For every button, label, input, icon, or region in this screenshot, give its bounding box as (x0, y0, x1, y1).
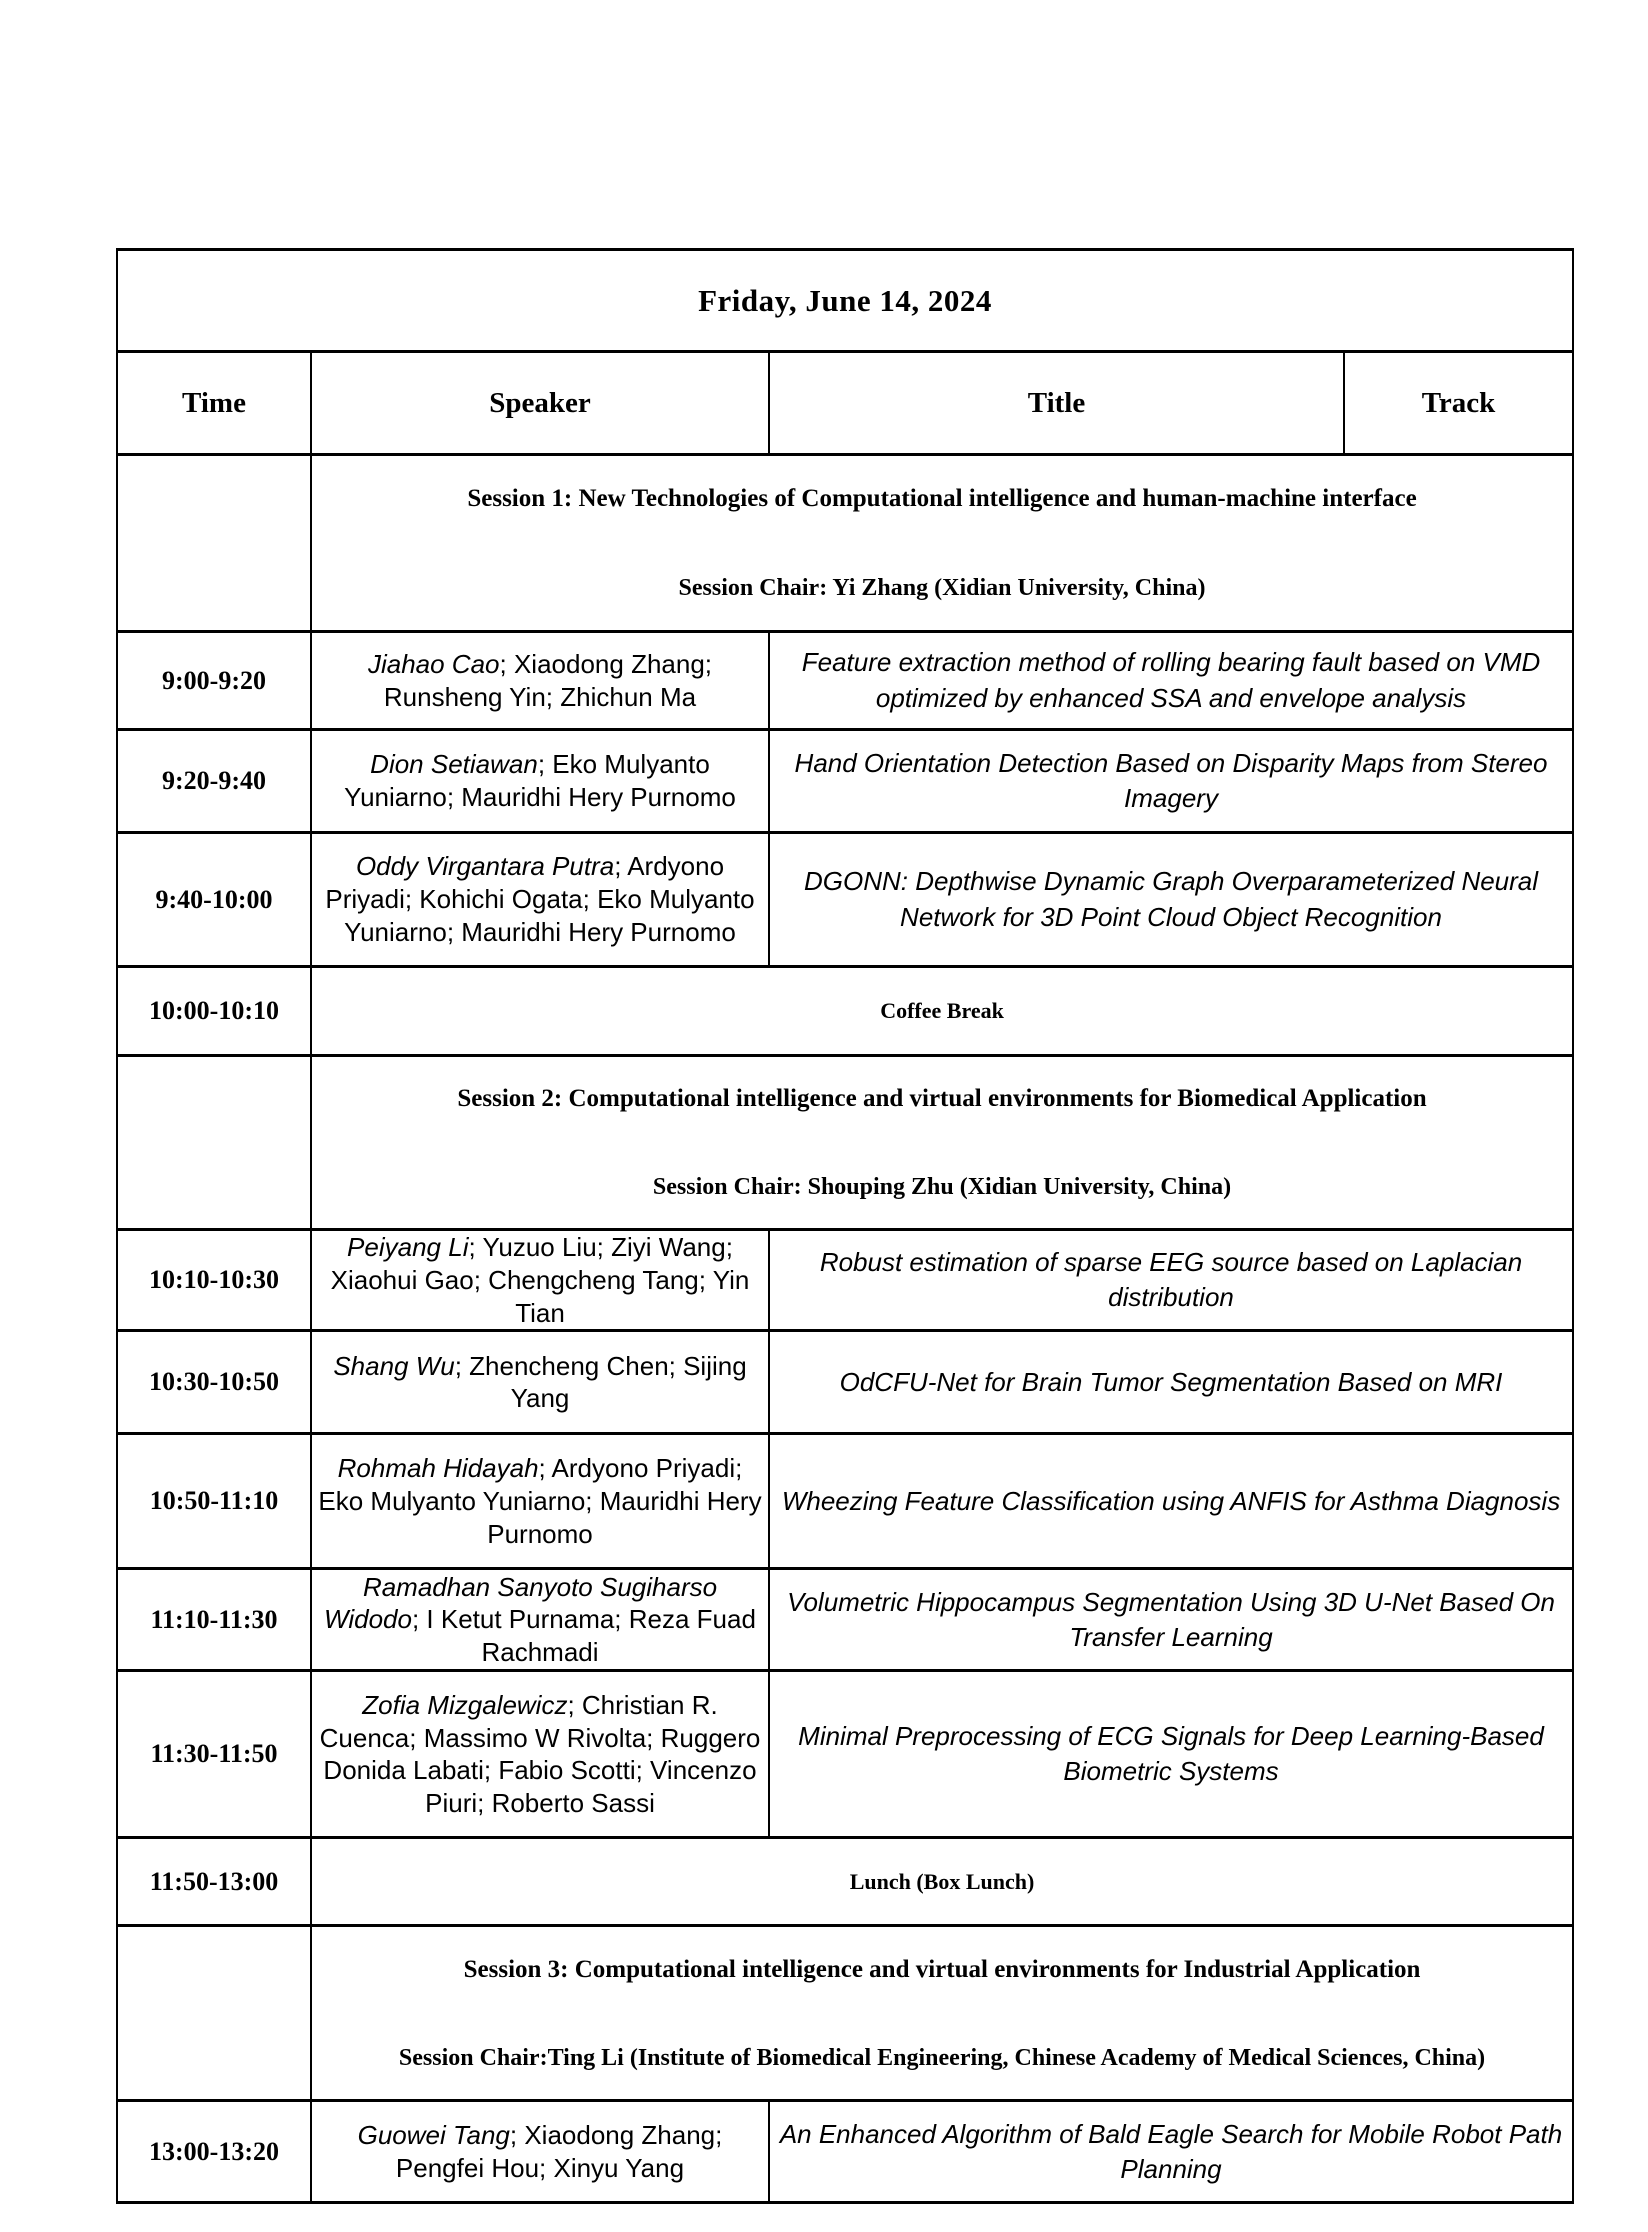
session-title: Session 1: New Technologies of Computational intelligence and human-machine interface (467, 485, 1417, 513)
time-cell: 11:10-11:30 (117, 1569, 311, 1671)
time-cell: 10:50-11:10 (117, 1434, 311, 1569)
session-header-cell (311, 1926, 1573, 2101)
session-chair: Session Chair: Shouping Zhu (Xidian University, China) (652, 1174, 1232, 1201)
table-row (117, 730, 1573, 833)
speaker-cell (311, 1569, 769, 1671)
column-header-title: Title (769, 352, 1344, 455)
paper-title-cell: Feature extraction method of rolling bearing fault based on VMD optimized by enhanced SSA and envelope analysis (769, 632, 1573, 730)
speaker-cell (311, 632, 769, 730)
speaker-cell (311, 1671, 769, 1838)
speaker-lead-author: Zofia Mizgalewicz (362, 1689, 568, 1720)
speaker-coauthors: ; Christian R. Cuenca; Massimo W Rivolta; Ruggero Donida Labati; Fabio Scotti; Vincenzo Piuri; Roberto Sassi (319, 1689, 761, 1818)
break-label-cell: Lunch (Box Lunch) (311, 1838, 1573, 1926)
speaker-lead-author: Jiahao Cao (367, 648, 500, 679)
schedule-body (117, 455, 1573, 2203)
speaker-coauthors: ; Ardyono Priyadi; Eko Mulyanto Yuniarno; Mauridhi Hery Purnomo (318, 1453, 762, 1549)
speaker-coauthors: ; Ardyono Priyadi; Kohichi Ogata; Eko Mulyanto Yuniarno; Mauridhi Hery Purnomo (325, 851, 755, 947)
time-cell: 13:00-13:20 (117, 2101, 311, 2203)
break-label-cell: Coffee Break (311, 967, 1573, 1056)
time-cell: 10:30-10:50 (117, 1331, 311, 1434)
paper-title-cell: DGONN: Depthwise Dynamic Graph Overparameterized Neural Network for 3D Point Cloud Object Recognition (769, 833, 1573, 967)
session-chair: Session Chair: Yi Zhang (Xidian University, China) (678, 574, 1206, 601)
time-cell: 10:10-10:30 (117, 1230, 311, 1331)
session-title: Session 2: Computational intelligence and virtual environments for Biomedical Application (457, 1084, 1427, 1112)
speaker-coauthors: ; Xiaodong Zhang; Pengfei Hou; Xinyu Yang (395, 2120, 723, 2183)
paper-title-cell: Minimal Preprocessing of ECG Signals for Deep Learning-Based Biometric Systems (769, 1671, 1573, 1838)
column-header-row (117, 352, 1573, 455)
time-cell: 11:30-11:50 (117, 1671, 311, 1838)
speaker-cell (311, 730, 769, 833)
table-row (117, 967, 1573, 1056)
table-row (117, 1671, 1573, 1838)
speaker-cell (311, 833, 769, 967)
table-row (117, 1569, 1573, 1671)
speaker-coauthors: ; Xiaodong Zhang; Runsheng Yin; Zhichun Ma (383, 648, 713, 712)
time-cell (117, 455, 311, 632)
table-row (117, 1926, 1573, 2101)
time-cell: 9:20-9:40 (117, 730, 311, 833)
table-row (117, 833, 1573, 967)
paper-title-cell: Volumetric Hippocampus Segmentation Using 3D U-Net Based On Transfer Learning (769, 1569, 1573, 1671)
table-row (117, 455, 1573, 632)
speaker-cell (311, 1230, 769, 1331)
speaker-coauthors: ; Yuzuo Liu; Ziyi Wang; Xiaohui Gao; Chengcheng Tang; Yin Tian (330, 1232, 750, 1328)
table-row (117, 1230, 1573, 1331)
paper-title-cell: Robust estimation of sparse EEG source based on Laplacian distribution (769, 1230, 1573, 1331)
paper-title-cell: Wheezing Feature Classification using ANFIS for Asthma Diagnosis (769, 1434, 1573, 1569)
speaker-coauthors: ; I Ketut Purnama; Reza Fuad Rachmadi (411, 1604, 756, 1668)
table-row (117, 632, 1573, 730)
time-cell: 9:00-9:20 (117, 632, 311, 730)
speaker-coauthors: ; Zhencheng Chen; Sijing Yang (454, 1350, 747, 1414)
speaker-lead-author: Rohmah Hidayah (337, 1453, 539, 1484)
speaker-lead-author: Guowei Tang (357, 2120, 510, 2150)
table-row (117, 1434, 1573, 1569)
time-cell (117, 1056, 311, 1230)
session-chair: Session Chair:Ting Li (Institute of Biomedical Engineering, Chinese Academy of Medical Sciences, China) (398, 2044, 1486, 2071)
time-cell (117, 1926, 311, 2101)
table-row (117, 1838, 1573, 1926)
session-title: Session 3: Computational intelligence and virtual environments for Industrial Application (463, 1955, 1421, 1983)
column-header-speaker: Speaker (311, 352, 769, 455)
column-header-track: Track (1344, 352, 1573, 455)
session-header-cell (311, 455, 1573, 632)
speaker-coauthors: ; Eko Mulyanto Yuniarno; Mauridhi Hery Purnomo (344, 749, 736, 812)
table-row (117, 2101, 1573, 2203)
speaker-lead-author: Peiyang Li (347, 1232, 469, 1262)
time-cell: 10:00-10:10 (117, 967, 311, 1056)
paper-title-cell: An Enhanced Algorithm of Bald Eagle Search for Mobile Robot Path Planning (769, 2101, 1573, 2203)
speaker-lead-author: Oddy Virgantara Putra (355, 851, 615, 882)
paper-title-cell: OdCFU-Net for Brain Tumor Segmentation Based on MRI (769, 1331, 1573, 1434)
speaker-cell (311, 1434, 769, 1569)
schedule-table (116, 248, 1574, 2204)
session-header-cell (311, 1056, 1573, 1230)
paper-title-cell: Hand Orientation Detection Based on Disparity Maps from Stereo Imagery (769, 730, 1573, 833)
date-header-row (117, 250, 1573, 352)
speaker-lead-author: Ramadhan Sanyoto Sugiharso Widodo (324, 1571, 718, 1635)
column-header-time: Time (117, 352, 311, 455)
time-cell: 11:50-13:00 (117, 1838, 311, 1926)
page-title: Friday, June 14, 2024 (117, 250, 1573, 352)
speaker-lead-author: Dion Setiawan (370, 749, 538, 780)
table-row (117, 1331, 1573, 1434)
speaker-lead-author: Shang Wu (333, 1350, 455, 1381)
table-row (117, 1056, 1573, 1230)
time-cell: 9:40-10:00 (117, 833, 311, 967)
speaker-cell (311, 2101, 769, 2203)
speaker-cell (311, 1331, 769, 1434)
